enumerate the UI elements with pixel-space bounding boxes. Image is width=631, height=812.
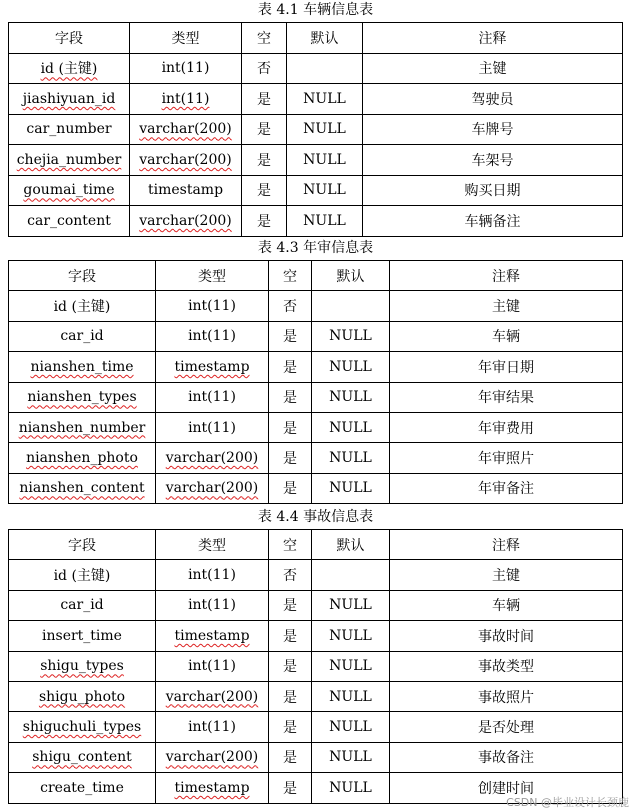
cell-text: 主键 [478, 61, 507, 78]
cell-text: NULL [329, 779, 372, 796]
cell-text: int(11) [161, 60, 210, 77]
cell-text: int(11) [188, 597, 236, 614]
cell-field [9, 742, 156, 772]
cell-type [156, 321, 269, 351]
cell-field [9, 382, 156, 412]
cell-type [156, 473, 269, 503]
cell-text: 是 [283, 420, 297, 437]
cell-type [130, 145, 242, 176]
cell-comment [390, 443, 623, 473]
cell-text: varchar(200) [139, 212, 232, 229]
header-cell-field: 字段 [9, 530, 156, 560]
cell-text: NULL [329, 597, 372, 614]
table-row [9, 651, 623, 681]
cell-null [269, 443, 312, 473]
cell-text: int(11) [188, 328, 236, 345]
cell-default [287, 145, 363, 176]
cell-type [156, 712, 269, 742]
cell-comment [390, 590, 623, 620]
cell-default [312, 473, 390, 503]
cell-default [312, 412, 390, 442]
header-cell-null: 空 [242, 23, 287, 54]
cell-field [9, 114, 130, 145]
cell-text: int(11) [188, 567, 236, 584]
cell-text: NULL [329, 719, 372, 736]
cell-text: insert_time [42, 627, 122, 644]
schema-table [8, 529, 623, 804]
cell-comment [390, 473, 623, 503]
cell-text: NULL [303, 151, 346, 168]
cell-text: NULL [329, 627, 372, 644]
cell-text: shigu_photo [38, 688, 126, 705]
cell-text: NULL [329, 688, 372, 705]
cell-text: 是 [257, 91, 271, 108]
cell-comment [363, 114, 623, 145]
cell-field [9, 590, 156, 620]
cell-text: 是 [283, 359, 297, 376]
header-cell-type: 类型 [156, 530, 269, 560]
cell-text: 是 [283, 481, 297, 498]
cell-text: nianshen_content [19, 480, 145, 497]
table-row [9, 206, 623, 237]
cell-default [312, 621, 390, 651]
cell-text: 是 [283, 780, 297, 797]
table-row [9, 352, 623, 382]
cell-text: id (主键) [40, 61, 98, 78]
cell-comment [390, 621, 623, 651]
cell-null [269, 412, 312, 442]
cell-default [312, 712, 390, 742]
cell-field [9, 145, 130, 176]
cell-text: 是 [283, 598, 297, 615]
cell-field [9, 560, 156, 590]
cell-text: 否 [257, 61, 271, 78]
cell-text: 车辆 [492, 598, 520, 615]
cell-text: NULL [329, 419, 372, 436]
cell-null [242, 175, 287, 206]
cell-default [312, 651, 390, 681]
cell-text: jiashiyuan_id [22, 90, 116, 107]
cell-text: 年审结果 [478, 390, 534, 407]
cell-text: varchar(200) [165, 450, 259, 467]
cell-comment [390, 382, 623, 412]
cell-text: 是 [283, 750, 297, 767]
cell-field [9, 84, 130, 115]
cell-text: timestamp [147, 182, 224, 199]
cell-null [242, 145, 287, 176]
cell-text: 年审备注 [478, 481, 534, 498]
table-header-row [9, 530, 623, 560]
table-row [9, 473, 623, 503]
cell-text: 是 [283, 329, 297, 346]
cell-default [312, 321, 390, 351]
cell-text: varchar(200) [165, 480, 259, 497]
cell-type [156, 443, 269, 473]
header-cell-null: 空 [269, 261, 312, 291]
cell-text: NULL [329, 480, 372, 497]
cell-text: NULL [303, 212, 346, 229]
cell-text: 是 [283, 628, 297, 645]
cell-text: 车牌号 [471, 122, 514, 139]
cell-comment [390, 352, 623, 382]
cell-text: nianshen_number [18, 419, 146, 436]
table-row [9, 621, 623, 651]
cell-text: 主键 [492, 568, 520, 585]
cell-text: goumai_time [23, 182, 115, 199]
cell-default [287, 206, 363, 237]
table-row [9, 291, 623, 321]
cell-text: 车架号 [471, 152, 514, 169]
header-cell-type: 类型 [130, 23, 242, 54]
cell-text: int(11) [188, 658, 236, 675]
cell-text: NULL [303, 90, 346, 107]
cell-text: 是 [283, 689, 297, 706]
table-row [9, 175, 623, 206]
cell-text: 是 [283, 451, 297, 468]
cell-type [130, 84, 242, 115]
cell-comment [390, 291, 623, 321]
cell-null [269, 352, 312, 382]
cell-text: int(11) [161, 90, 210, 107]
cell-text: id (主键) [53, 299, 111, 316]
cell-null [269, 773, 312, 803]
cell-comment [363, 53, 623, 84]
cell-null [269, 291, 312, 321]
table-row [9, 84, 623, 115]
cell-null [269, 621, 312, 651]
cell-comment [390, 681, 623, 711]
cell-text: 是 [257, 152, 271, 169]
cell-default [312, 560, 390, 590]
cell-type [130, 53, 242, 84]
cell-null [242, 206, 287, 237]
header-cell-default: 默认 [312, 530, 390, 560]
cell-text: 购买日期 [464, 183, 521, 200]
cell-field [9, 291, 156, 321]
cell-type [130, 114, 242, 145]
cell-field [9, 773, 156, 803]
cell-field [9, 175, 130, 206]
schema-table [8, 22, 623, 237]
cell-text: car_id [60, 597, 104, 614]
cell-type [156, 352, 269, 382]
cell-text: 车辆备注 [464, 213, 521, 230]
cell-null [242, 84, 287, 115]
cell-text: varchar(200) [165, 749, 259, 766]
cell-default [312, 590, 390, 620]
cell-default [312, 773, 390, 803]
cell-comment [390, 560, 623, 590]
cell-text: shigu_content [32, 749, 132, 766]
cell-text: 主键 [492, 299, 520, 316]
header-cell-null: 空 [269, 530, 312, 560]
cell-text: timestamp [174, 779, 250, 796]
cell-text: 驾驶员 [471, 91, 514, 108]
table-row [9, 560, 623, 590]
cell-text: 是 [283, 720, 297, 737]
table-row [9, 412, 623, 442]
cell-null [269, 590, 312, 620]
cell-default [312, 291, 390, 321]
table-header-row [9, 23, 623, 54]
cell-text: 年审费用 [478, 420, 534, 437]
cell-field [9, 206, 130, 237]
schema-table [8, 260, 623, 504]
cell-comment [363, 175, 623, 206]
cell-text: NULL [329, 450, 372, 467]
cell-text: nianshen_photo [26, 450, 138, 467]
cell-comment [390, 742, 623, 772]
cell-null [269, 560, 312, 590]
cell-default [312, 443, 390, 473]
cell-text: nianshen_types [27, 389, 137, 406]
header-cell-default: 默认 [312, 261, 390, 291]
cell-type [156, 773, 269, 803]
table-header-row [9, 261, 623, 291]
cell-text: int(11) [188, 719, 236, 736]
header-cell-comment: 注释 [390, 530, 623, 560]
cell-comment [363, 145, 623, 176]
table-row [9, 590, 623, 620]
cell-null [269, 382, 312, 412]
table-caption: 表 4.4 事故信息表 [257, 509, 374, 525]
table-row [9, 321, 623, 351]
cell-default [312, 742, 390, 772]
cell-comment [363, 84, 623, 115]
cell-text: NULL [329, 358, 372, 375]
table-row [9, 382, 623, 412]
cell-text: create_time [40, 779, 124, 796]
header-cell-comment: 注释 [363, 23, 623, 54]
cell-comment [390, 712, 623, 742]
cell-text: timestamp [174, 358, 250, 375]
cell-type [156, 291, 269, 321]
cell-text: timestamp [174, 627, 250, 644]
table-row [9, 443, 623, 473]
cell-text: 是 [257, 183, 271, 200]
cell-text: NULL [329, 328, 372, 345]
cell-comment [390, 651, 623, 681]
cell-null [269, 651, 312, 681]
table-row [9, 53, 623, 84]
cell-field [9, 352, 156, 382]
cell-text: 年审照片 [478, 451, 534, 468]
table-caption: 表 4.3 年审信息表 [257, 240, 374, 256]
cell-text: 创建时间 [478, 780, 534, 797]
cell-null [242, 53, 287, 84]
header-cell-field: 字段 [9, 261, 156, 291]
cell-type [156, 621, 269, 651]
cell-text: shigu_types [40, 658, 124, 675]
cell-field [9, 681, 156, 711]
cell-null [269, 712, 312, 742]
watermark: CSDN @毕业设计长颈鹿 [506, 796, 629, 809]
cell-text: 是 [283, 659, 297, 676]
cell-text: 否 [283, 299, 297, 316]
cell-type [156, 681, 269, 711]
cell-field [9, 621, 156, 651]
cell-text: varchar(200) [139, 151, 232, 168]
cell-field [9, 443, 156, 473]
cell-text: 事故备注 [478, 750, 534, 767]
cell-text: 事故时间 [478, 628, 534, 645]
cell-text: 是 [283, 390, 297, 407]
table-row [9, 712, 623, 742]
cell-text: 是 [257, 213, 271, 230]
cell-comment [390, 412, 623, 442]
cell-type [156, 382, 269, 412]
cell-null [269, 473, 312, 503]
cell-text: car_content [27, 212, 111, 229]
cell-text: int(11) [188, 389, 236, 406]
cell-type [156, 742, 269, 772]
cell-text: car_id [60, 328, 104, 345]
cell-default [287, 53, 363, 84]
cell-text: NULL [329, 389, 372, 406]
cell-text: chejia_number [16, 151, 122, 168]
cell-text: 否 [283, 568, 297, 585]
cell-comment [390, 321, 623, 351]
cell-default [312, 681, 390, 711]
cell-default [312, 382, 390, 412]
cell-default [287, 175, 363, 206]
cell-text: varchar(200) [165, 688, 259, 705]
cell-default [312, 352, 390, 382]
header-cell-comment: 注释 [390, 261, 623, 291]
header-cell-default: 默认 [287, 23, 363, 54]
cell-default [287, 114, 363, 145]
cell-text: 是否处理 [478, 720, 534, 737]
cell-field [9, 321, 156, 351]
cell-text: 事故类型 [478, 659, 534, 676]
table-caption: 表 4.1 车辆信息表 [257, 2, 374, 18]
cell-text: int(11) [188, 419, 236, 436]
cell-text: nianshen_time [30, 358, 134, 375]
table-row [9, 145, 623, 176]
cell-default [287, 84, 363, 115]
table-row [9, 114, 623, 145]
cell-type [156, 651, 269, 681]
cell-text: id (主键) [53, 568, 111, 585]
cell-null [242, 114, 287, 145]
header-cell-field: 字段 [9, 23, 130, 54]
cell-text: car_number [26, 121, 112, 138]
table-row [9, 742, 623, 772]
cell-type [156, 560, 269, 590]
cell-type [156, 412, 269, 442]
cell-text: NULL [329, 658, 372, 675]
cell-field [9, 712, 156, 742]
cell-field [9, 412, 156, 442]
cell-text: NULL [303, 182, 346, 199]
cell-type [130, 206, 242, 237]
cell-field [9, 473, 156, 503]
cell-text: varchar(200) [139, 121, 232, 138]
cell-field [9, 53, 130, 84]
cell-null [269, 681, 312, 711]
cell-comment [363, 206, 623, 237]
cell-text: 车辆 [492, 329, 520, 346]
cell-text: shiguchuli_types [22, 719, 142, 736]
cell-type [130, 175, 242, 206]
header-cell-type: 类型 [156, 261, 269, 291]
cell-text: int(11) [188, 298, 236, 315]
cell-text: 是 [257, 122, 271, 139]
cell-text: 年审日期 [478, 359, 534, 376]
cell-text: NULL [329, 749, 372, 766]
cell-text: 事故照片 [478, 689, 534, 706]
cell-text: NULL [303, 121, 346, 138]
cell-null [269, 321, 312, 351]
cell-field [9, 651, 156, 681]
table-row [9, 681, 623, 711]
cell-null [269, 742, 312, 772]
cell-type [156, 590, 269, 620]
